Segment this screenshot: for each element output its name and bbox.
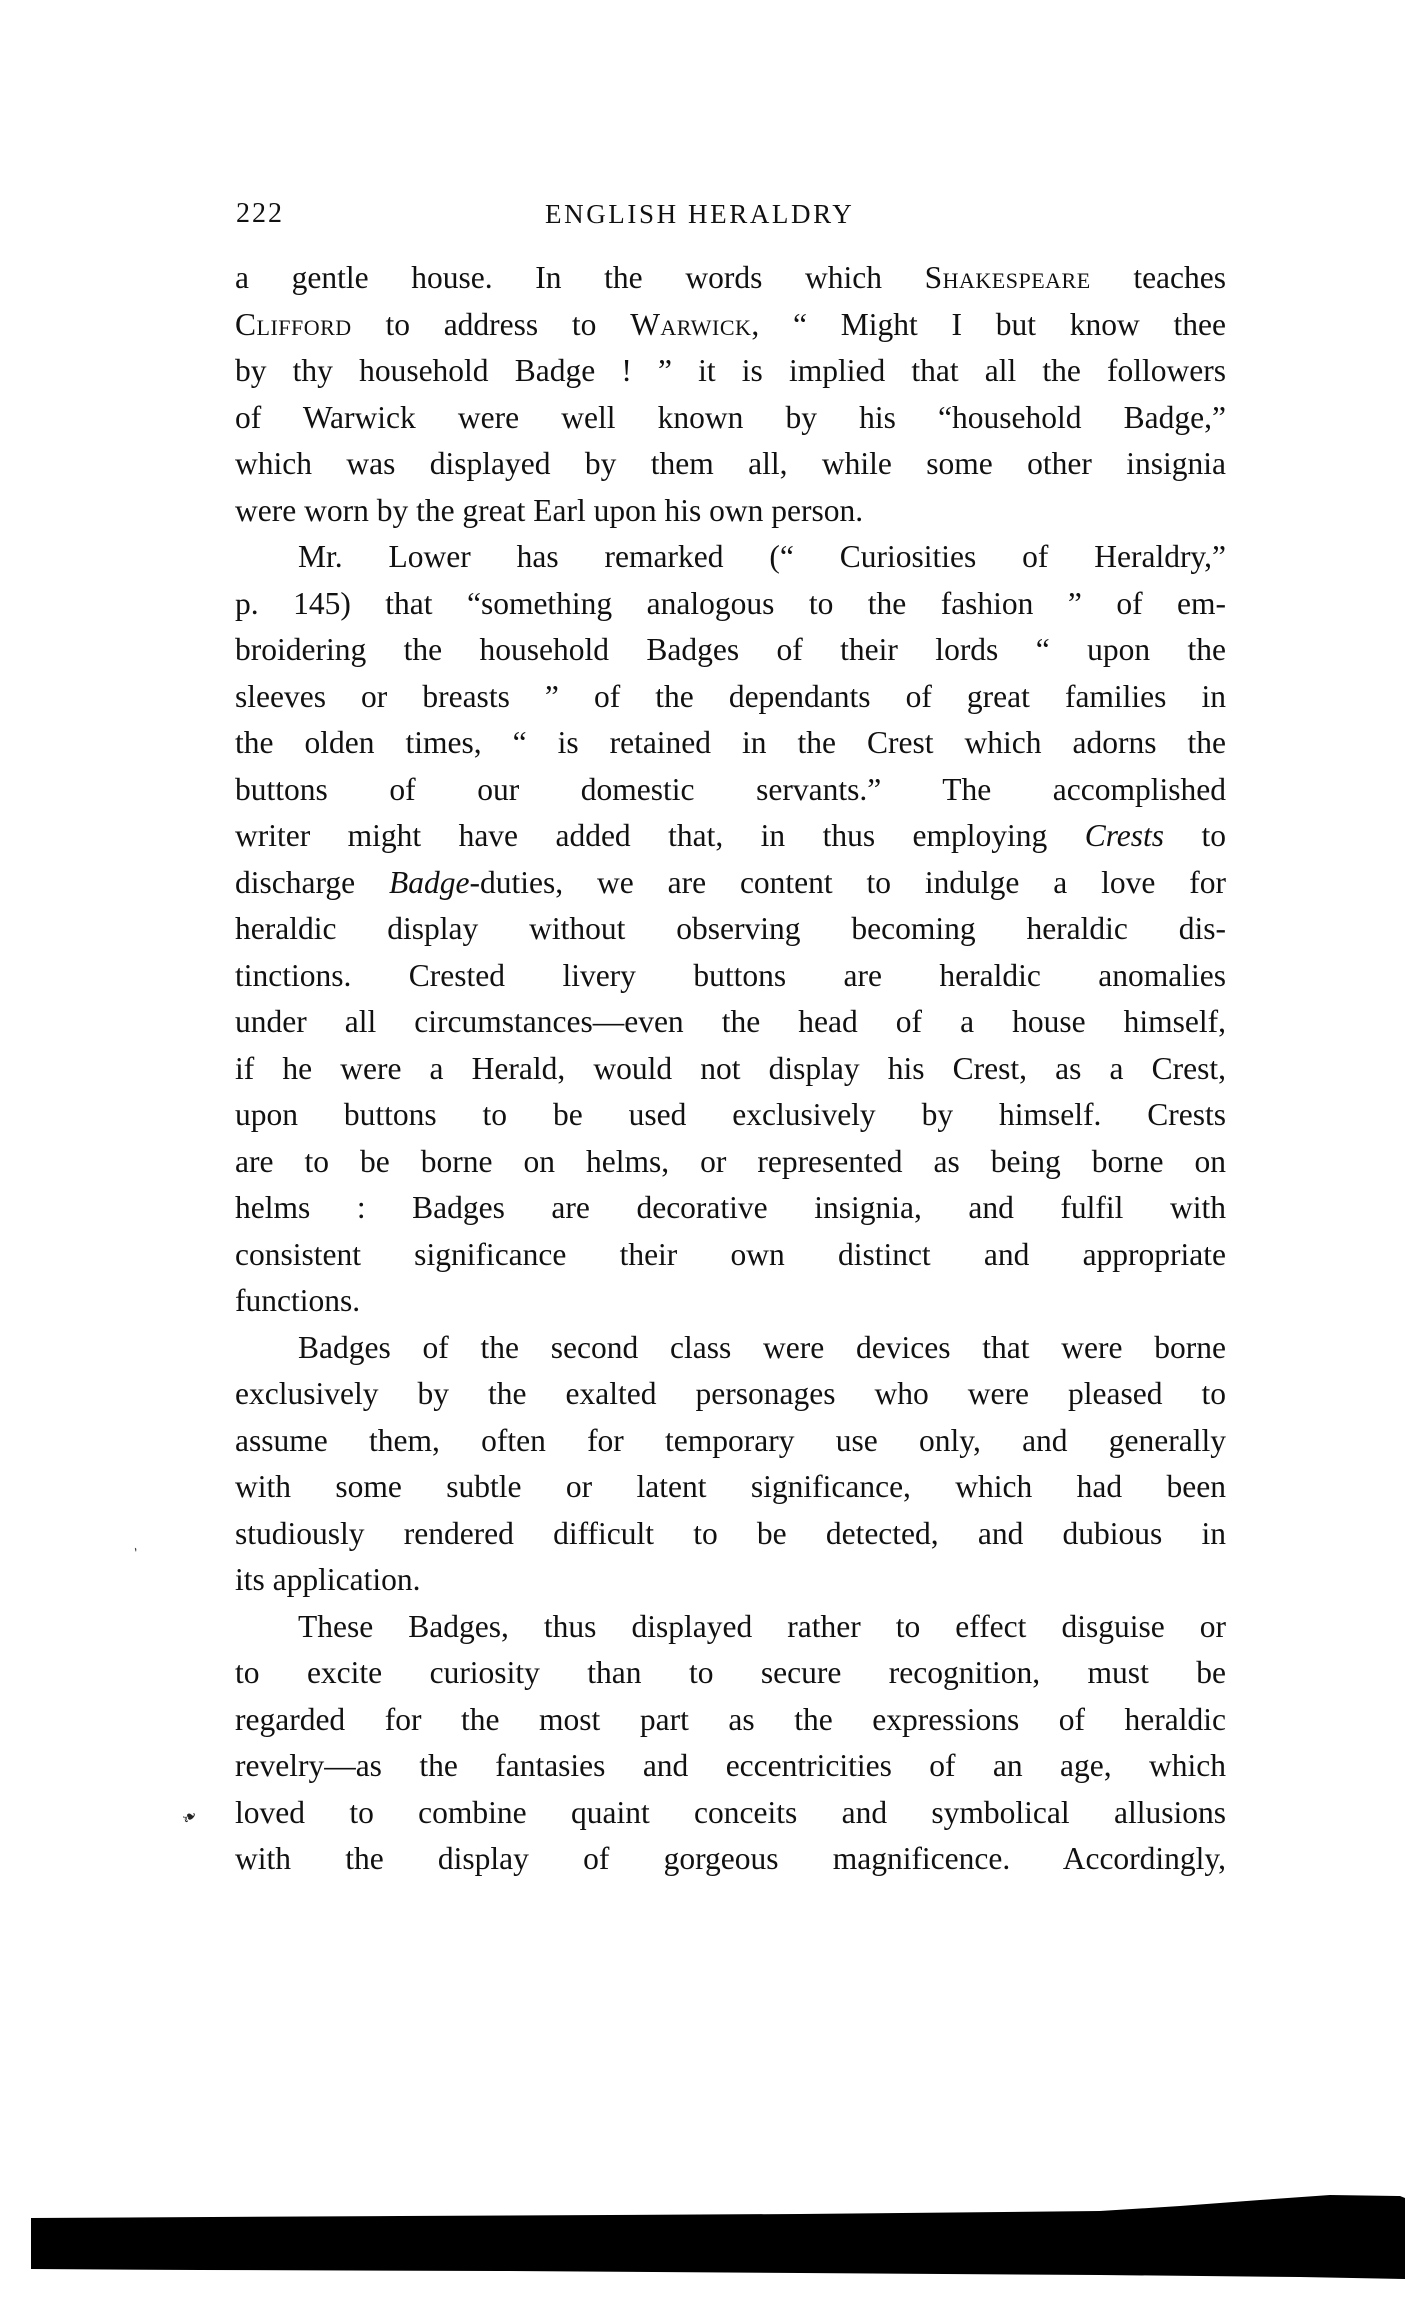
text-run: which was displayed by them all, while some other insignia xyxy=(235,446,1226,481)
text-line xyxy=(235,302,1226,349)
text-line xyxy=(235,348,1226,395)
text-run: discharge xyxy=(235,864,390,900)
text-line xyxy=(235,441,1226,488)
text-run: -duties, we are content to indulge a love for xyxy=(469,864,1227,900)
text-run: heraldic display without observing becoming heraldic dis- xyxy=(235,911,1226,946)
text-run: of Warwick were well known by his “household Badge,” xyxy=(235,399,1226,435)
text-run: These Badges, thus displayed rather to effect disguise or xyxy=(298,1608,1226,1644)
text-run: are to be borne on helms, or represented as being borne on xyxy=(235,1143,1226,1179)
text-run: studiously rendered difficult to be detected, and dubious in xyxy=(235,1515,1226,1551)
text-line xyxy=(235,255,1226,302)
page-header xyxy=(236,196,1226,232)
margin-ink-blot: ❧ xyxy=(177,1804,202,1830)
text-line xyxy=(235,1232,1226,1279)
text-line xyxy=(235,1418,1226,1465)
text-run: with the display of gorgeous magnificence. Accordingly, xyxy=(235,1841,1226,1876)
text-run: writer might have added that, in thus employing xyxy=(235,818,1085,853)
text-run: p. 145) that “something analogous to the fashion ” of em- xyxy=(235,585,1226,621)
body-text xyxy=(235,255,1226,1883)
text-line xyxy=(235,1046,1226,1093)
text-line xyxy=(235,1278,1226,1325)
small-caps-name: Warwick xyxy=(630,306,752,342)
text-line xyxy=(235,395,1226,442)
text-run: upon buttons to be used exclusively by himself. Crests xyxy=(235,1097,1226,1132)
text-run: regarded for the most part as the expressions of heraldic xyxy=(235,1701,1226,1737)
text-line xyxy=(235,1185,1226,1232)
text-run: assume them, often for temporary use only, and generally xyxy=(235,1422,1226,1458)
italic-term: Crests xyxy=(1084,818,1165,853)
text-line xyxy=(235,999,1226,1046)
text-run: consistent significance their own distinct and appropriate xyxy=(235,1236,1226,1272)
margin-tick-mark: ˎ xyxy=(132,1536,148,1553)
text-line xyxy=(235,1790,1226,1837)
text-run: with some subtle or latent significance, which had been xyxy=(235,1469,1226,1504)
text-line xyxy=(235,488,1226,535)
text-line xyxy=(235,1557,1226,1604)
small-caps-name: Shakespeare xyxy=(924,260,1091,295)
text-run: if he were a Herald, would not display his Crest, as a Crest, xyxy=(235,1050,1226,1086)
text-line xyxy=(235,1139,1226,1186)
text-line xyxy=(235,720,1226,767)
text-run: , “ Might I but know thee xyxy=(751,306,1226,342)
text-run: tinctions. Crested livery buttons are heraldic anomalies xyxy=(235,957,1226,993)
text-line xyxy=(235,1464,1226,1511)
text-run: exclusively by the exalted personages who were pleased to xyxy=(235,1376,1226,1411)
text-line xyxy=(235,1604,1226,1651)
text-line xyxy=(235,1371,1226,1418)
text-line xyxy=(235,1325,1226,1372)
text-line xyxy=(235,1650,1226,1697)
text-run: Mr. Lower has remarked (“ Curiosities of Heraldry,” xyxy=(298,539,1226,574)
italic-term: Badge xyxy=(389,864,470,900)
text-line xyxy=(235,1511,1226,1558)
page-number: 222 xyxy=(236,198,284,229)
text-line xyxy=(235,953,1226,1000)
text-run: teaches xyxy=(1090,260,1226,295)
text-run: sleeves or breasts ” of the dependants of great families in xyxy=(235,678,1226,714)
text-run: helms : Badges are decorative insignia, and fulfil with xyxy=(235,1190,1226,1225)
text-line xyxy=(235,767,1226,814)
text-run: to xyxy=(1164,818,1226,853)
scan-edge-shape xyxy=(31,2195,1405,2279)
text-run: broidering the household Badges of their lords “ upon the xyxy=(235,632,1226,667)
text-line xyxy=(235,534,1226,581)
small-caps-name: Clifford xyxy=(235,306,352,342)
text-line xyxy=(235,1743,1226,1790)
text-run: by thy household Badge ! ” it is implied that all the followers xyxy=(235,353,1226,388)
text-line xyxy=(235,1092,1226,1139)
text-run: loved to combine quaint conceits and symbolical allusions xyxy=(235,1794,1226,1830)
text-run: Badges of the second class were devices that were borne xyxy=(298,1329,1226,1365)
text-line xyxy=(235,1697,1226,1744)
text-run: to excite curiosity than to secure recognition, must be xyxy=(235,1655,1226,1690)
text-line xyxy=(235,860,1226,907)
text-run: revelry—as the fantasies and eccentricities of an age, which xyxy=(235,1748,1226,1783)
text-line xyxy=(235,581,1226,628)
text-line xyxy=(235,1836,1226,1883)
text-run: the olden times, “ is retained in the Crest which adorns the xyxy=(235,725,1226,760)
text-line xyxy=(235,674,1226,721)
text-run: its application. xyxy=(235,1562,421,1597)
text-run: a gentle house. In the words which xyxy=(235,260,925,295)
running-title: ENGLISH HERALDRY xyxy=(545,199,855,229)
text-run: to address to xyxy=(351,306,631,342)
text-run: buttons of our domestic servants.” The accomplished xyxy=(235,771,1226,807)
text-line xyxy=(235,627,1226,674)
text-run: under all circumstances—even the head of a house himself, xyxy=(235,1004,1226,1039)
text-line xyxy=(235,906,1226,953)
text-line xyxy=(235,813,1226,860)
text-run: were worn by the great Earl upon his own person. xyxy=(235,492,864,528)
text-run: functions. xyxy=(235,1283,361,1318)
